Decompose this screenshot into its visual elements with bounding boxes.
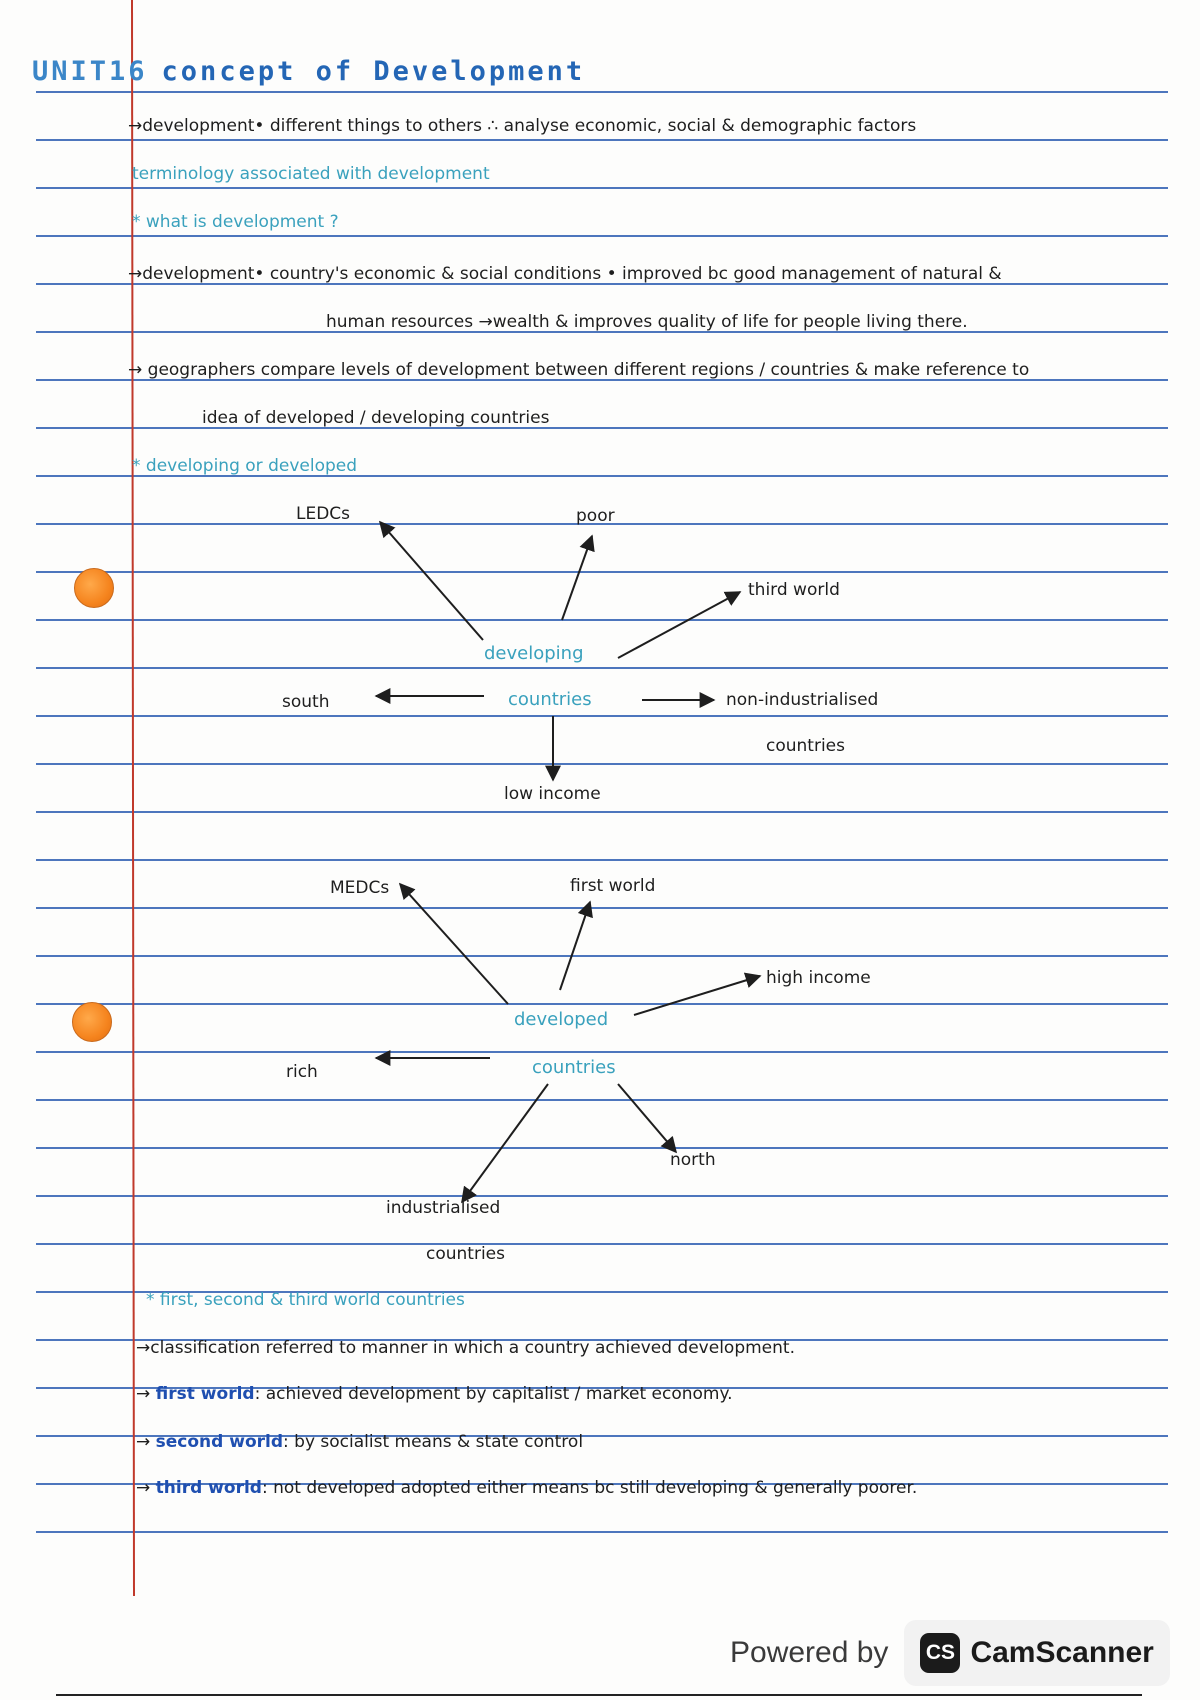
developing-center-bottom: countries bbox=[508, 689, 592, 710]
note-second-world: → second world: by socialist means & state control bbox=[136, 1432, 584, 1452]
label-low-income: low income bbox=[504, 784, 601, 804]
label-north: north bbox=[670, 1150, 716, 1170]
developed-center-top: developed bbox=[514, 1009, 609, 1030]
camscanner-watermark bbox=[730, 1620, 1170, 1686]
camscanner-badge bbox=[904, 1620, 1169, 1686]
keyword-first-world: first world bbox=[155, 1384, 255, 1404]
subheading-first-second-third: * first, second & third world countries bbox=[146, 1290, 465, 1310]
note-line-2: →development• country's economic & social conditions • improved bc good management of natural & bbox=[128, 264, 1002, 284]
note-third-world: → third world: not developed adopted either means bc still developing & generally poorer. bbox=[136, 1478, 918, 1498]
label-poor: poor bbox=[576, 506, 615, 526]
subheading-what-is-development: * what is development ? bbox=[132, 212, 339, 232]
keyword-second-world: second world bbox=[155, 1432, 284, 1452]
arrow-to-ledcs bbox=[380, 522, 483, 640]
label-non-industrialised-countries: countries bbox=[766, 736, 845, 756]
label-ledcs: LEDCs bbox=[296, 504, 351, 524]
label-third-world: third world bbox=[748, 580, 840, 600]
camscanner-logo-icon: CS bbox=[920, 1633, 960, 1673]
arrow-to-medcs bbox=[400, 884, 508, 1004]
label-south: south bbox=[282, 692, 330, 712]
note-line-5: idea of developed / developing countries bbox=[202, 408, 550, 428]
note-classification: →classification referred to manner in which a country achieved development. bbox=[136, 1338, 795, 1358]
arrow-to-industrialised bbox=[462, 1084, 548, 1202]
arrow-to-third-world bbox=[618, 592, 740, 658]
label-high-income: high income bbox=[766, 968, 871, 988]
unit-number: UNIT16 bbox=[32, 56, 148, 87]
arrow-to-high-income bbox=[634, 976, 760, 1015]
arrow-to-first-world bbox=[560, 902, 590, 990]
title-text: concept of Development bbox=[161, 56, 586, 87]
label-medcs: MEDCs bbox=[330, 878, 390, 898]
note-line-1: →development• different things to others ∴ analyse economic, social & demographic factors bbox=[128, 116, 917, 136]
bottom-divider bbox=[56, 1694, 1142, 1696]
note-line-4: → geographers compare levels of development between different regions / countries & make reference to bbox=[128, 360, 1030, 380]
keyword-third-world: third world bbox=[155, 1478, 262, 1498]
arrow-to-north bbox=[618, 1084, 676, 1152]
label-rich: rich bbox=[286, 1062, 318, 1082]
note-line-3: human resources →wealth & improves quality of life for people living there. bbox=[326, 312, 968, 332]
note-first-world: → first world: achieved development by capitalist / market economy. bbox=[136, 1384, 733, 1404]
developing-center-top: developing bbox=[484, 643, 584, 664]
subheading-developing-or-developed: * developing or developed bbox=[132, 456, 358, 476]
camscanner-brand: CamScanner bbox=[970, 1636, 1154, 1669]
label-non-industrialised: non-industrialised bbox=[726, 690, 879, 710]
label-industrialised-countries: countries bbox=[426, 1244, 505, 1264]
label-industrialised: industrialised bbox=[386, 1198, 501, 1218]
arrow-to-poor bbox=[562, 536, 592, 620]
developed-center-bottom: countries bbox=[532, 1057, 616, 1078]
subheading-terminology: terminology associated with development bbox=[132, 164, 490, 184]
label-first-world: first world bbox=[570, 876, 656, 896]
powered-by-text: Powered by bbox=[730, 1636, 889, 1669]
